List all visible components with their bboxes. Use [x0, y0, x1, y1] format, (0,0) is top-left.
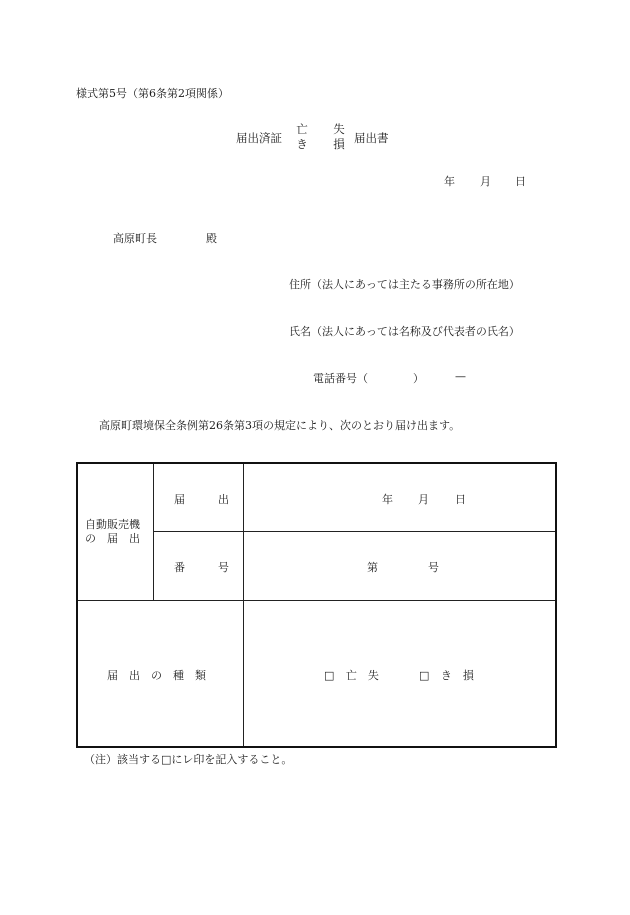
checkbox-loss[interactable]: □	[324, 669, 335, 682]
date-month-label: 月	[480, 175, 491, 188]
option-loss	[324, 667, 379, 683]
row1-day-label: 日	[455, 493, 466, 506]
option-damage	[419, 667, 474, 683]
table-col-divider-2	[243, 464, 244, 746]
phone-close-paren: ）	[413, 372, 424, 385]
form-number: 様式第5号（第6条第2項関係）	[76, 87, 229, 100]
option-loss-label: 亡 失	[345, 669, 379, 682]
table-row-divider-1	[153, 531, 555, 532]
row1-month-label: 月	[418, 493, 429, 506]
footnote: （注）該当する□にレ印を記入すること。	[84, 753, 293, 766]
phone-label: 電話番号（	[313, 372, 368, 385]
group-label	[85, 518, 140, 546]
notification-table	[76, 462, 557, 748]
applicant-address-label: 住所（法人にあっては主たる事務所の所在地）	[289, 278, 520, 291]
row2-prefix: 第	[367, 561, 378, 574]
recipient-honorific: 殿	[206, 232, 217, 245]
row3-label: 届 出 の 種 類	[107, 669, 206, 682]
title-option-1-bottom: き	[296, 137, 308, 151]
table-col-divider-1	[153, 464, 154, 600]
table-row-divider-2	[78, 600, 555, 601]
title-option-2-top: 失	[333, 122, 345, 136]
row1-year-label: 年	[382, 493, 393, 506]
date-day-label: 日	[515, 175, 526, 188]
row2-label: 番 号	[174, 561, 229, 574]
row1-label: 届 出	[174, 493, 229, 506]
phone-dash: —	[455, 370, 466, 383]
row2-suffix: 号	[428, 561, 439, 574]
title-option-column-2	[332, 122, 346, 152]
title-option-2-bottom: 損	[333, 137, 345, 151]
recipient-name: 高原町長	[113, 232, 157, 245]
title-prefix: 届出済証	[236, 131, 282, 145]
group-label-line-1: 自動販売機	[85, 518, 140, 531]
applicant-name-label: 氏名（法人にあっては名称及び代表者の氏名）	[289, 325, 520, 338]
checkbox-damage[interactable]: □	[419, 669, 430, 682]
option-damage-label: き 損	[440, 669, 474, 682]
title-suffix: 届出書	[354, 131, 389, 145]
title-option-1-top: 亡	[296, 122, 308, 136]
title-option-column-1	[295, 122, 309, 152]
date-year-label: 年	[444, 175, 455, 188]
statement-text: 高原町環境保全条例第26条第3項の規定により、次のとおり届け出ます。	[99, 419, 461, 432]
group-label-line-2: の 届 出	[85, 532, 140, 545]
